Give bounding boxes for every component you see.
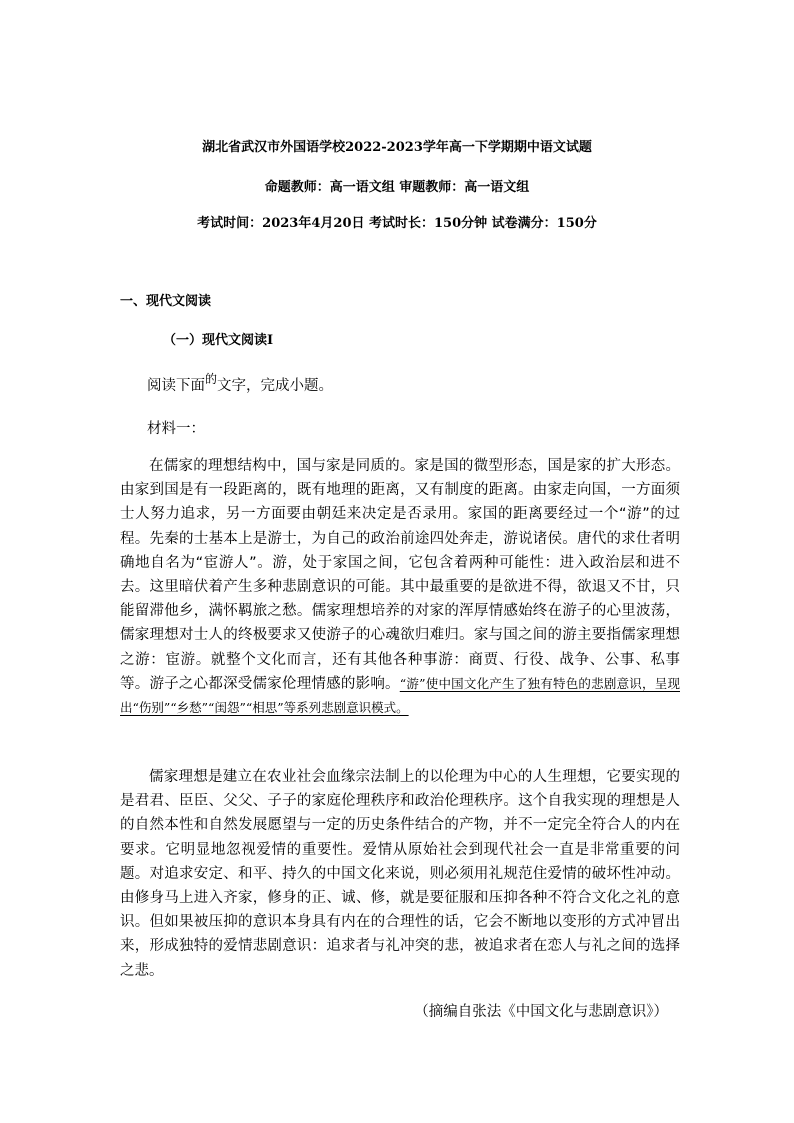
material-label: 材料一： <box>147 421 205 437</box>
instruction-sup: 的 <box>205 372 218 386</box>
paragraph-1-text: 在儒家的理想结构中，国与家是同质的。家是国的微型形态，国是家的扩大形态。由家到国是有一段距离的，既有地理的距离，又有制度的距离。由家走向国，一方面须士人努力追求，另一方面要由朝廷来决定是否录用。家国的距离要经过一个“游”的过程。先秦的士基本上是游士，为自己的政治前途四处奔走，游说诸侯。唐代的求仕者明确地自名为“宦游人”。游，处于家国之间，它包含着两种可能性：进入政治层和进不去。这里暗伏着产生多种悲剧意识的可能。其中最重要的是欲进不得，欲退又不甘，只能留滞他乡，满怀羁旅之愁。儒家理想培养的对家的浑厚情感始终在游子的心里波荡，儒家理想对士人的终极要求又使游子的心魂欲归难归。家与国之间的游主要指儒家理想之游：宦游。就整个文化而言，还有其他各种事游：商贾、行役、战争、公事、私事等。游子之心都深受儒家伦理情感的影响。 <box>120 458 680 692</box>
exam-info-line: 考试时间：2023年4月20日 考试时长：150分钟 试卷满分：150分 <box>197 216 597 231</box>
underlined-sentence: “游”使中国文化产生了独有特色的悲剧意识，呈现出“伤别”“乡愁”“闺怨”“相思”等系列悲剧意识模式。 <box>120 675 680 716</box>
instruction-before: 阅读下面 <box>147 378 205 394</box>
source-citation: （摘编自张法《中国文化与悲剧意识》） <box>414 1004 668 1020</box>
paragraph-2: 儒家理想是建立在农业社会血缘宗法制上的以伦理为中心的人生理想，它要实现的是君君、臣臣、父父、子子的家庭伦理秩序和政治伦理秩序。这个自我实现的理想是人的自然本性和自然发展愿望与一定的历史条件结合的产物，并不一定完全符合人的内在要求。它明显地忽视爱情的重要性。爱情从原始社会到现代社会一直是非常重要的问题。对追求安定、和平、持久的中国文化来说，则必须用礼规范住爱情的破坏性冲动。由修身马上进入齐家，修身的正、诚、修，就是要征服和压抑各种不符合文化之礼的意识。但如果被压抑的意识本身具有内在的合理性的话，它会不断地以变形的方式冲冒出来，形成独特的爱情悲剧意识：追求者与礼冲突的悲，被追求者在恋人与礼之间的选择之悲。 <box>120 769 680 979</box>
instruction-after: 文字，完成小题。 <box>217 378 334 394</box>
exam-title: 湖北省武汉市外国语学校2022-2023学年高一下学期期中语文试题 <box>202 140 592 155</box>
teachers-line: 命题教师：高一语文组 审题教师：高一语文组 <box>264 180 530 195</box>
paragraph-1 <box>120 454 680 720</box>
section-subtitle: （一）现代文阅读Ⅰ <box>163 333 274 348</box>
instruction <box>147 374 333 395</box>
section-title: 一、现代文阅读 <box>120 294 212 309</box>
